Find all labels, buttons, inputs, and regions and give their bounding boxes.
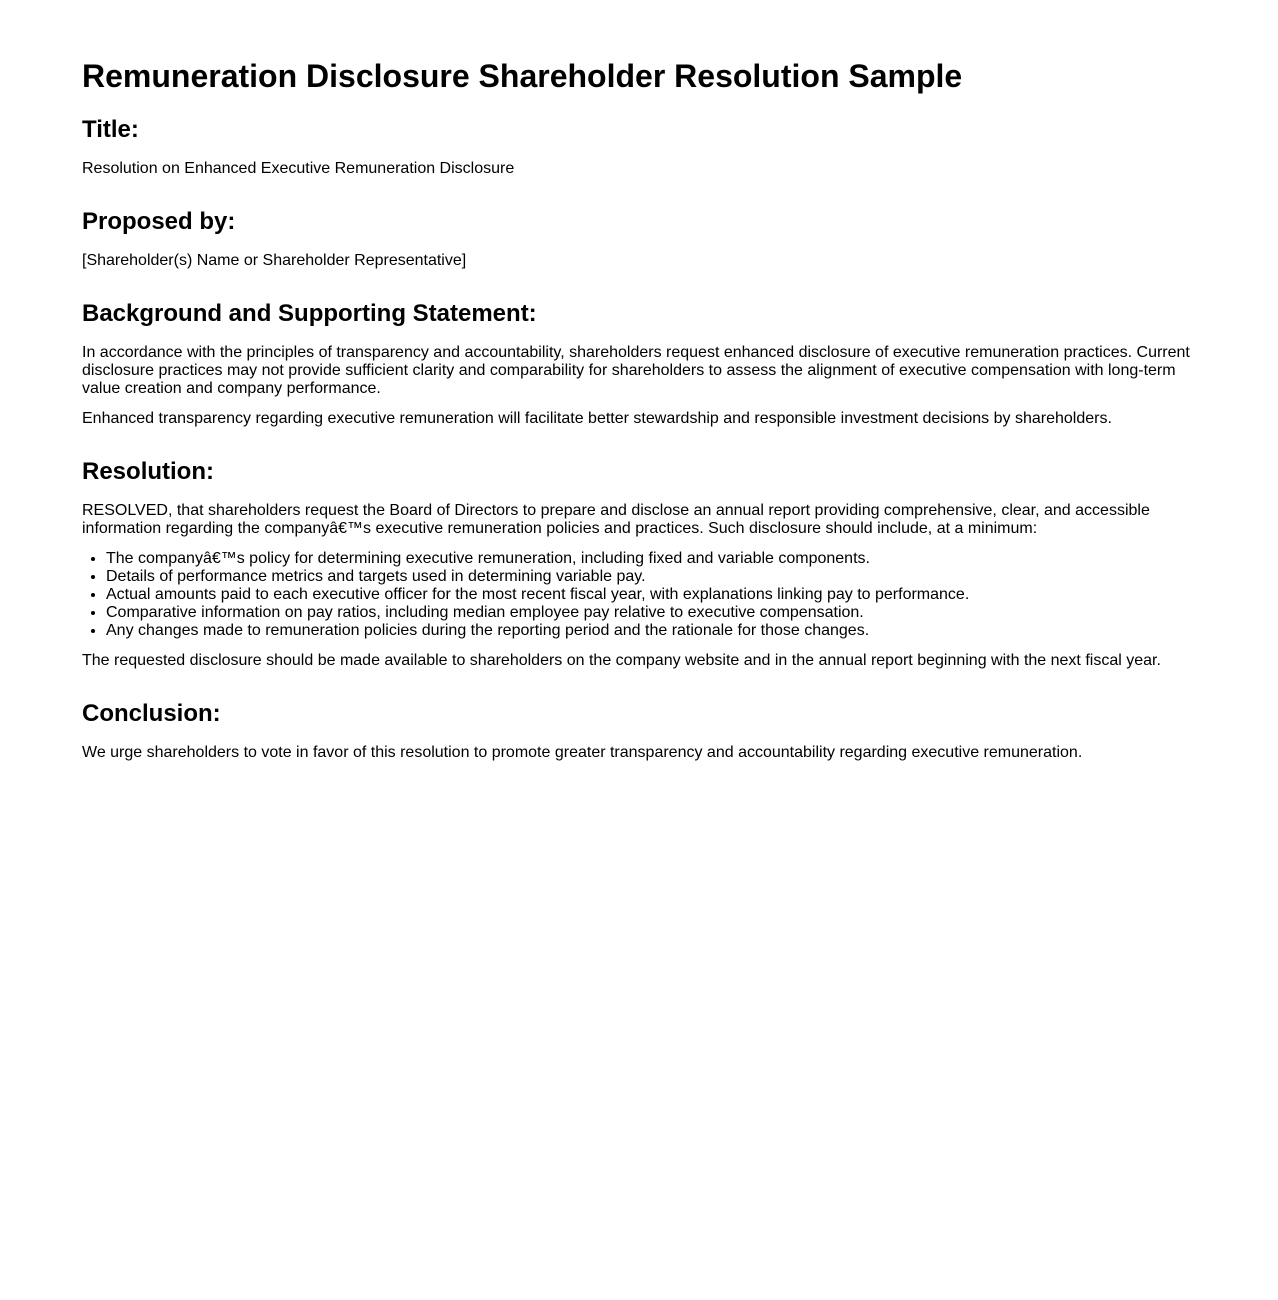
background-paragraph: In accordance with the principles of transparency and accountability, shareholders request enhanced disclosure of executive remuneration practices. Current disclosure practices may not provide sufficient clarity and comparability for shareholders to assess the alignment of executive compensation with long-term value creation and company performance. (82, 344, 1190, 397)
list-item: • The companyâ€™s policy for determining executive remuneration, including fixed and variable components. (106, 550, 1196, 568)
proposer-text: [Shareholder(s) Name or Shareholder Representative] (82, 252, 467, 269)
section-title (82, 116, 1196, 178)
list-item: • Actual amounts paid to each executive officer for the most recent fiscal year, with explanations linking pay to performance. (106, 586, 1196, 604)
list-item: • Details of performance metrics and targets used in determining variable pay. (106, 568, 1196, 586)
section-heading-proposed-by: Proposed by: (82, 208, 236, 235)
page-title: Remuneration Disclosure Shareholder Resolution Sample (82, 58, 963, 94)
list-item: • Any changes made to remuneration policies during the reporting period and the rationale for those changes. (106, 622, 1196, 640)
resolution-intro: RESOLVED, that shareholders request the Board of Directors to prepare and disclose an annual report providing comprehensive, clear, and accessible information regarding the companyâ€™s executive remuneration policies and practices. Such disclosure should include, at a minimum: (82, 502, 1150, 537)
section-conclusion (82, 700, 1196, 762)
disclosure-requirements-list (82, 550, 1196, 640)
section-heading-resolution: Resolution: (82, 458, 214, 485)
section-background (82, 300, 1196, 428)
section-heading-title: Title: (82, 116, 139, 143)
conclusion-text: We urge shareholders to vote in favor of this resolution to promote greater transparency and accountability regarding executive remuneration. (82, 744, 1083, 761)
background-paragraph: Enhanced transparency regarding executive remuneration will facilitate better stewardship and responsible investment decisions by shareholders. (82, 410, 1112, 427)
resolution-closing: The requested disclosure should be made available to shareholders on the company website and in the annual report beginning with the next fiscal year. (82, 652, 1161, 669)
section-proposed-by (82, 208, 1196, 270)
resolution-title-text: Resolution on Enhanced Executive Remuneration Disclosure (82, 160, 515, 177)
section-heading-conclusion: Conclusion: (82, 700, 221, 727)
list-item: • Comparative information on pay ratios, including median employee pay relative to executive compensation. (106, 604, 1196, 622)
section-resolution (82, 458, 1196, 670)
section-heading-background: Background and Supporting Statement: (82, 300, 537, 327)
